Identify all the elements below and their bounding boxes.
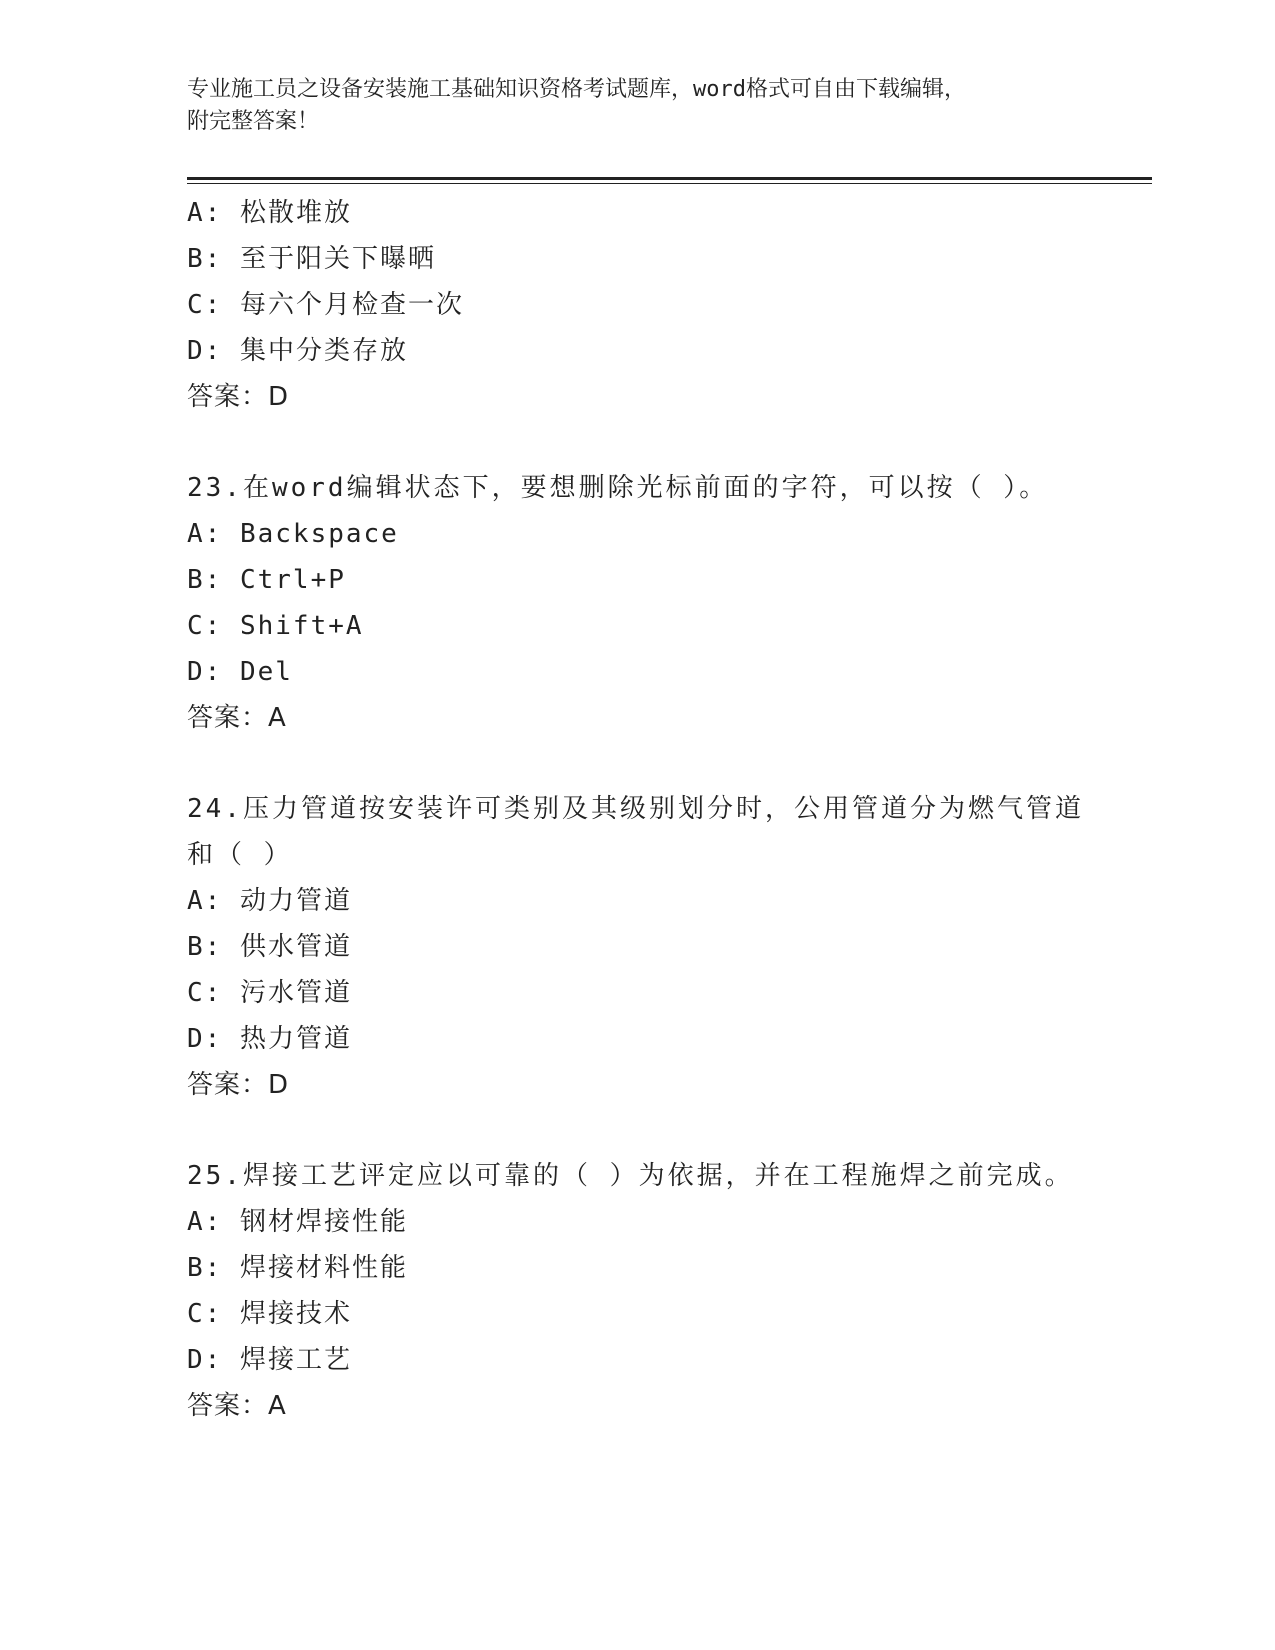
option-d: D: 焊接工艺 <box>187 1345 352 1375</box>
answer-line: 答案：A <box>187 1391 287 1421</box>
answer-line: 答案：D <box>187 382 290 412</box>
question-list <box>187 190 1087 1429</box>
option-b: B: 至于阳关下曝晒 <box>187 244 436 274</box>
question-stem-continued: 和（ ） <box>187 840 293 870</box>
document-header <box>187 74 1087 138</box>
question-block-25 <box>187 1153 1087 1429</box>
question-block-23 <box>187 465 1087 741</box>
option-b: B: 焊接材料性能 <box>187 1253 408 1283</box>
question-block-22 <box>187 190 1087 420</box>
option-d: D: 集中分类存放 <box>187 336 408 366</box>
option-c: C: Shift+A <box>187 611 364 641</box>
header-divider-thick <box>187 177 1152 180</box>
header-line-1: 专业施工员之设备安装施工基础知识资格考试题库，word格式可自由下载编辑， <box>187 77 966 102</box>
option-a: A: 钢材焊接性能 <box>187 1207 408 1237</box>
option-d: D: 热力管道 <box>187 1024 352 1054</box>
option-b: B: 供水管道 <box>187 932 352 962</box>
answer-line: 答案：D <box>187 1070 290 1100</box>
question-block-24 <box>187 786 1087 1108</box>
option-a: A: 松散堆放 <box>187 198 352 228</box>
option-d: D: Del <box>187 657 293 687</box>
header-divider-thin <box>187 183 1152 184</box>
option-a: A: Backspace <box>187 519 399 549</box>
spacer <box>187 1108 1087 1153</box>
option-c: C: 焊接技术 <box>187 1299 352 1329</box>
option-c: C: 每六个月检查一次 <box>187 290 464 320</box>
answer-line: 答案：A <box>187 703 287 733</box>
option-b: B: Ctrl+P <box>187 565 346 595</box>
option-a: A: 动力管道 <box>187 886 352 916</box>
spacer <box>187 741 1087 786</box>
option-c: C: 污水管道 <box>187 978 352 1008</box>
spacer <box>187 420 1087 465</box>
question-stem: 25.焊接工艺评定应以可靠的（ ）为依据，并在工程施焊之前完成。 <box>187 1161 1074 1191</box>
question-stem: 23.在word编辑状态下，要想删除光标前面的字符，可以按（ ）。 <box>187 473 1049 503</box>
header-line-2: 附完整答案！ <box>187 109 320 134</box>
question-stem: 24.压力管道按安装许可类别及其级别划分时，公用管道分为燃气管道 <box>187 794 1084 824</box>
